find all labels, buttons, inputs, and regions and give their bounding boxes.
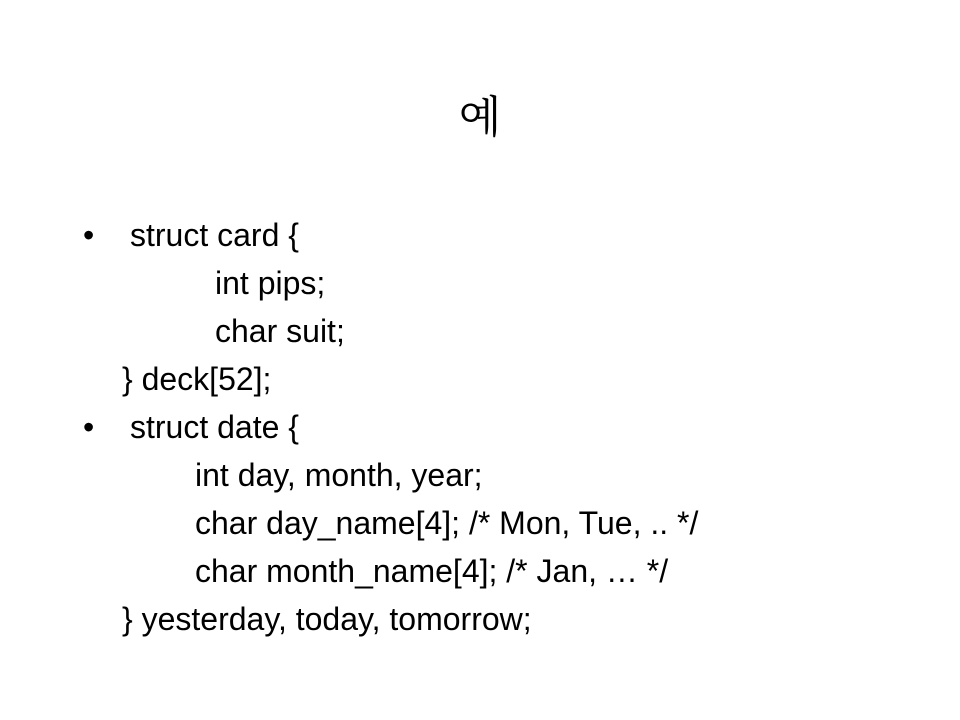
code-line-struct-card: struct card { bbox=[130, 217, 299, 253]
bullet-marker: • bbox=[83, 217, 95, 253]
code-line-int-day-month-year: int day, month, year; bbox=[195, 457, 483, 493]
code-line-int-pips: int pips; bbox=[215, 265, 326, 301]
bullet-marker: • bbox=[83, 409, 95, 445]
code-line-variables: } yesterday, today, tomorrow; bbox=[122, 601, 532, 637]
code-line-struct-date: struct date { bbox=[130, 409, 299, 445]
code-line-month-name: char month_name[4]; /* Jan, … */ bbox=[195, 553, 669, 589]
code-line-day-name: char day_name[4]; /* Mon, Tue, .. */ bbox=[195, 505, 699, 541]
slide-title: 예 bbox=[458, 92, 502, 143]
code-line-deck: } deck[52]; bbox=[122, 361, 272, 397]
code-line-char-suit: char suit; bbox=[215, 313, 345, 349]
